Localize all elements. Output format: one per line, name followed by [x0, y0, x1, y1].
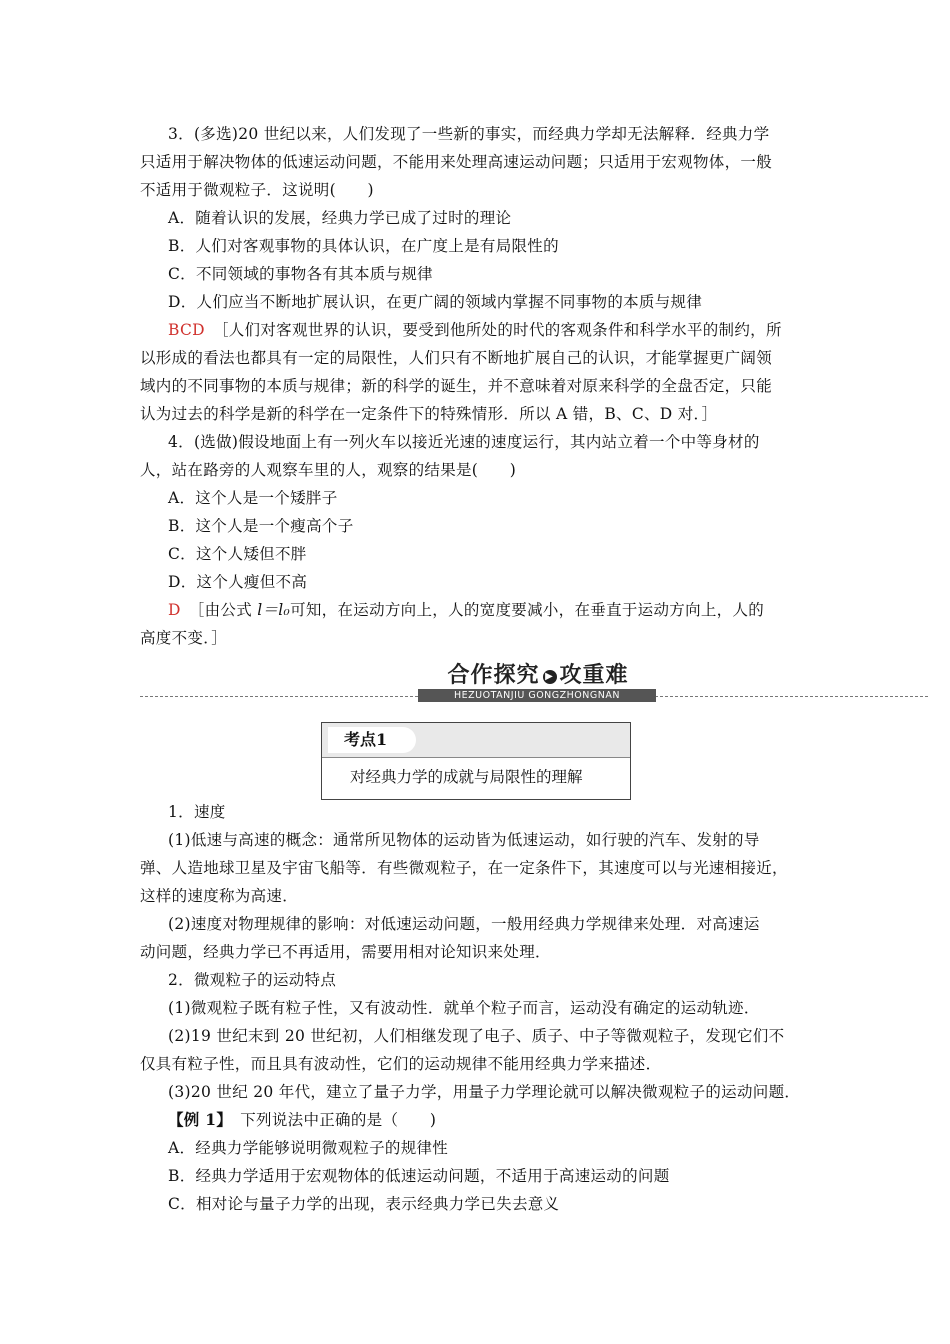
p4-line-2: 仅具有粒子性，而且具有波动性，它们的运动规律不能用经典力学来描述． — [140, 1055, 662, 1073]
q3-line-3: 不适用于微观粒子．这说明( ) — [140, 181, 374, 199]
keypoint-box — [321, 722, 631, 800]
example-line — [168, 1110, 436, 1130]
q3-option-d: D．人们应当不断地扩展认识，在更广阔的领域内掌握不同事物的本质与规律 — [168, 293, 703, 311]
q4-answer: D — [168, 601, 181, 619]
arrow-icon: ▶ — [543, 670, 557, 684]
heading-particles: 2．微观粒子的运动特点 — [168, 971, 337, 989]
p2-line-1: (2)速度对物理规律的影响：对低速运动问题，一般用经典力学规律来处理．对高速运 — [168, 915, 760, 933]
p3-line: (1)微观粒子既有粒子性，又有波动性．就单个粒子而言，运动没有确定的运动轨迹． — [168, 999, 760, 1017]
p2-line-2: 动问题，经典力学已不再适用，需要用相对论知识来处理． — [140, 943, 551, 961]
q3-line-1: 3．(多选)20 世纪以来，人们发现了一些新的事实，而经典力学却无法解释．经典力学 — [168, 125, 770, 143]
q3-option-b: B．人们对客观事物的具体认识，在广度上是有局限性的 — [168, 237, 559, 255]
banner-title-left: 合作探究 — [447, 663, 540, 688]
q3-explanation-1: ［人们对客观世界的认识，要受到他所处的时代的客观条件和科学水平的制约，所 — [212, 321, 782, 339]
q3-option-c: C．不同领域的事物各有其本质与规律 — [168, 265, 433, 283]
banner-title — [412, 658, 664, 692]
keypoint-text: 对经典力学的成就与局限性的理解 — [350, 768, 583, 786]
q3-line-2: 只适用于解决物体的低速运动问题，不能用来处理高速运动问题；只适用于宏观物体，一般 — [140, 153, 773, 171]
q4-explanation-pre: ［由公式 — [188, 601, 258, 619]
q3-option-a: A．随着认识的发展，经典力学已成了过时的理论 — [168, 209, 512, 227]
q4-option-c: C．这个人矮但不胖 — [168, 545, 307, 563]
q3-explanation-4: 认为过去的科学是新的科学在一定条件下的特殊情形．所以 A 错，B、C、D 对．］ — [140, 405, 718, 423]
p1-line-3: 这样的速度称为高速． — [140, 887, 299, 905]
example-text: 下列说法中正确的是（ ) — [224, 1111, 437, 1129]
q4-line-2: 人，站在路旁的人观察车里的人，观察的结果是( ) — [140, 461, 517, 479]
q4-explanation-post: 可知，在运动方向上，人的宽度要减小，在垂直于运动方向上，人的 — [290, 601, 765, 619]
q4-explanation-2: 高度不变．］ — [140, 629, 228, 647]
q3-explanation-3: 域内的不同事物的本质与规律；新的科学的诞生，并不意味着对原来科学的全盘否定，只能 — [140, 377, 773, 395]
example-option-b: B．经典力学适用于宏观物体的低速运动问题，不适用于高速运动的问题 — [168, 1167, 670, 1185]
q4-answer-line — [168, 600, 764, 620]
banner-title-right: 攻重难 — [559, 663, 629, 688]
heading-speed: 1．速度 — [168, 803, 226, 821]
q3-explanation-2: 以形成的看法也都具有一定的局限性，人们只有不断地扩展自己的认识，才能掌握更广阔领 — [140, 349, 773, 367]
q4-option-a: A．这个人是一个矮胖子 — [168, 489, 338, 507]
keypoint-header — [322, 723, 630, 758]
q3-answer: BCD — [168, 321, 205, 339]
section-banner — [140, 658, 928, 708]
p4-line-1: (2)19 世纪末到 20 世纪初，人们相继发现了电子、质子、中子等微观粒子，发现它们不 — [168, 1027, 785, 1045]
q4-option-d: D．这个人瘦但不高 — [168, 573, 308, 591]
p5-line: (3)20 世纪 20 年代，建立了量子力学，用量子力学理论就可以解决微观粒子的运动问题． — [168, 1083, 801, 1101]
p1-line-2: 弹、人造地球卫星及宇宙飞船等．有些微观粒子，在一定条件下，其速度可以与光速相接近， — [140, 859, 788, 877]
q4-formula: l＝l₀ — [257, 601, 291, 619]
example-option-c: C．相对论与量子力学的出现，表示经典力学已失去意义 — [168, 1195, 560, 1213]
example-label: 【例 1】 — [168, 1110, 225, 1129]
q4-line-1: 4．(选做)假设地面上有一列火车以接近光速的速度运行，其内站立着一个中等身材的 — [168, 433, 760, 451]
p1-line-1: (1)低速与高速的概念：通常所见物体的运动皆为低速运动，如行驶的汽车、发射的导 — [168, 831, 760, 849]
q3-answer-line — [168, 320, 782, 340]
banner-subtitle: HEZUOTANJIU GONGZHONGNAN — [418, 689, 656, 702]
example-option-a: A．经典力学能够说明微观粒子的规律性 — [168, 1139, 449, 1157]
keypoint-label: 考点1 — [328, 727, 416, 753]
q4-option-b: B．这个人是一个瘦高个子 — [168, 517, 354, 535]
